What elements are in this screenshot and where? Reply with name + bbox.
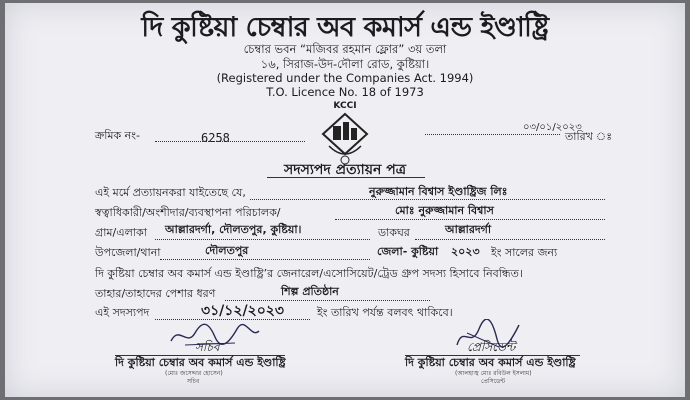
date-line: [425, 134, 560, 135]
secretary-stamp-role: সচিব: [195, 340, 220, 354]
certificate-subtitle: সদস্যপদ প্রত্যায়ন পত্র: [284, 162, 406, 178]
line4-label: উপজেলা/থানা: [95, 246, 161, 259]
president-name: (আলহাজ্ব মোঃ রবিউল ইসলাম): [455, 370, 532, 377]
secretary-organization: দি কুষ্টিয়া চেম্বার অব কমার্স এন্ড ইণ্ডাষ্ট্রি: [115, 356, 286, 369]
street-address: ১৬, সিরাজ-উদ-দৌলা রোড, কুষ্টিয়া।: [260, 57, 430, 71]
secretary-title: সচিব: [187, 378, 200, 385]
proprietor-name: মোঃ নুরুজ্জামান বিশ্বাস: [395, 204, 494, 217]
serial-number: 6258: [201, 131, 230, 145]
president-organization: দি কুষ্টিয়া চেম্বার অব কমার্স এন্ড ইণ্ডাষ্ট্রি: [405, 356, 576, 369]
profession-value: শিল্প প্রতিষ্ঠান: [281, 285, 339, 298]
line3-label: গ্রাম/এলাকা: [95, 226, 147, 239]
year-value: ২০২৩: [451, 245, 480, 258]
line4-rule: [160, 259, 370, 260]
post-office-label: ডাকঘর: [378, 226, 410, 239]
registration-note: (Registered under the Companies Act. 1994): [216, 71, 474, 85]
line7-label: এই সদস্যপদ: [95, 306, 150, 319]
upazila-value: দৌলতপুর: [205, 244, 249, 257]
secretary-name: (মোঃ জসেদ্দার হোসেন): [165, 370, 223, 377]
logo-text: KCCI: [333, 101, 357, 111]
company-name: নুরুজ্জামান বিশ্বাস ইণ্ডাষ্ট্রিজ লিঃ: [369, 185, 508, 198]
president-title: প্রেসিডেন্ট: [481, 378, 506, 385]
date-label: তারিখ ঃ: [565, 130, 613, 143]
serial-line: [155, 141, 305, 142]
serial-label: ক্রমিক নং-: [95, 129, 140, 142]
subtitle-underline: [267, 177, 425, 178]
president-stamp-role: প্রেসিডেন্ট: [467, 340, 516, 354]
post-office-rule: [415, 239, 605, 240]
licence-note: T.O. Licence No. 18 of 1973: [266, 85, 424, 99]
year-suffix: ইং সালের জন্য: [491, 246, 558, 259]
district-value: জেলা- কুষ্টিয়া: [377, 245, 439, 258]
validity-suffix: ইং তারিখ পর্যন্ত বলবৎ থাকিবে।: [317, 306, 453, 319]
line6-label: তাহার/তাহাদের পেশার ধরণ: [95, 287, 216, 300]
date-value: ০৩/০১/২০২৩: [523, 122, 582, 133]
validity-date: ৩১/১২/২০২৩: [201, 303, 285, 319]
certificate: [5, 3, 685, 397]
village-value: আল্লারদর্গা, দৌলতপুর, কুষ্টিয়া।: [165, 223, 302, 236]
building-address: চেম্বার ভবন “মজিবর রহমান ফ্লোর” ৩য় তলা: [243, 42, 447, 56]
line1-label: এই মর্মে প্রত্যায়নকরা যাইতেছে যে,: [95, 186, 246, 199]
line2-label: স্বত্বাধিকারী/অংশীদার/ব্যবস্থাপনা পরিচালক/: [95, 206, 281, 219]
membership-statement: দি কুষ্টিয়া চেম্বার অব কমার্স এন্ড ইণ্ডাষ্ট্রি’র জেনারেল/এসোসিয়েট/ট্রেড গ্রুপ সদস্য হিসাবে নিবন্ধিত।: [95, 267, 523, 280]
organization-title: দি কুষ্টিয়া চেম্বার অব কমার্স এন্ড ইণ্ডাষ্ট্রি: [141, 12, 549, 43]
post-office-value: আল্লারদর্গা: [445, 223, 492, 236]
